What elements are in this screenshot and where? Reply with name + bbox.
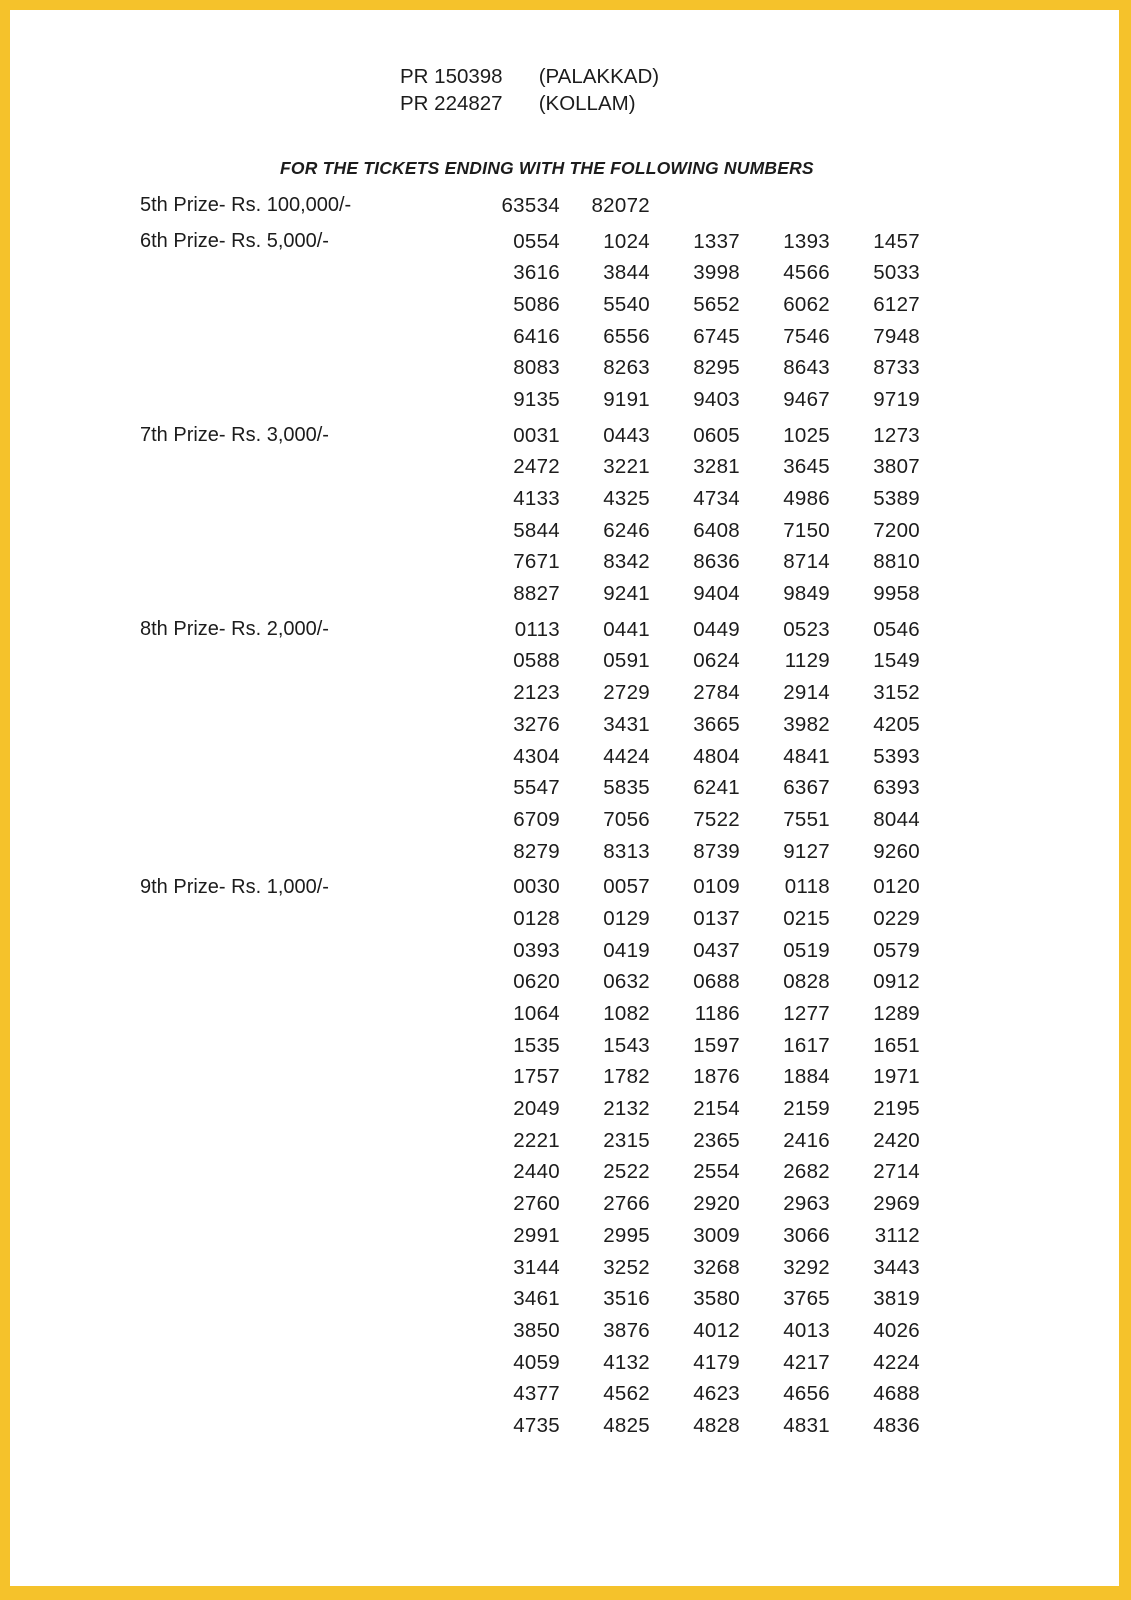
ticket-number: 3443 xyxy=(873,1255,920,1279)
ticket-number: 3819 xyxy=(873,1287,920,1311)
ticket-number: 4986 xyxy=(783,487,830,511)
ticket-number: 4179 xyxy=(693,1350,740,1374)
ticket-number: 2195 xyxy=(873,1097,920,1121)
ticket-number: 8827 xyxy=(513,582,560,606)
prize-row xyxy=(140,677,1119,709)
ticket-number: 2969 xyxy=(873,1192,920,1216)
ticket-number: 3765 xyxy=(783,1287,830,1311)
ticket-number: 0215 xyxy=(783,906,830,930)
ticket-number: 1289 xyxy=(873,1002,920,1026)
ticket-number: 3431 xyxy=(603,712,650,736)
ticket-number: 1024 xyxy=(603,229,650,253)
prize-label: 8th Prize- Rs. 2,000/- xyxy=(140,618,329,641)
ticket-number: 0554 xyxy=(513,229,560,253)
ticket-number: 1876 xyxy=(693,1065,740,1089)
ticket-number: 2522 xyxy=(603,1160,650,1184)
ticket-number: 0632 xyxy=(603,970,650,994)
ticket-number: 3616 xyxy=(513,261,560,285)
ticket-number: 0605 xyxy=(693,423,740,447)
series-district: (PALAKKAD) xyxy=(538,65,660,88)
ticket-number: 82072 xyxy=(591,193,650,217)
ticket-number: 0523 xyxy=(783,617,830,641)
ticket-number: 3516 xyxy=(603,1287,650,1311)
prize-section xyxy=(140,871,1119,1441)
ticket-number: 8279 xyxy=(513,839,560,863)
ticket-number: 4566 xyxy=(783,261,830,285)
ticket-number: 4836 xyxy=(873,1413,920,1437)
prize-row xyxy=(140,967,1119,999)
ticket-number: 0620 xyxy=(513,970,560,994)
ticket-number: 4825 xyxy=(603,1413,650,1437)
prize-section xyxy=(140,190,1119,222)
ticket-number: 4623 xyxy=(693,1382,740,1406)
ticket-number: 4224 xyxy=(873,1350,920,1374)
ticket-number: 9241 xyxy=(603,582,650,606)
ticket-number: 4217 xyxy=(783,1350,830,1374)
ticket-number: 3844 xyxy=(603,261,650,285)
ticket-number: 0912 xyxy=(873,970,920,994)
tickets-ending-title: FOR THE TICKETS ENDING WITH THE FOLLOWING NUMBERS xyxy=(280,158,814,178)
ticket-number: 8733 xyxy=(873,356,920,380)
ticket-number: 4132 xyxy=(603,1350,650,1374)
ticket-number: 5033 xyxy=(873,261,920,285)
ticket-number: 4013 xyxy=(783,1318,830,1342)
ticket-number: 0443 xyxy=(603,423,650,447)
ticket-number: 1549 xyxy=(873,649,920,673)
ticket-number: 6246 xyxy=(603,518,650,542)
ticket-number: 3998 xyxy=(693,261,740,285)
ticket-number: 3645 xyxy=(783,455,830,479)
ticket-number: 1457 xyxy=(873,229,920,253)
ticket-number: 4828 xyxy=(693,1413,740,1437)
ticket-number: 6709 xyxy=(513,807,560,831)
prize-row xyxy=(140,903,1119,935)
series-header xyxy=(400,63,659,117)
ticket-number: 4424 xyxy=(603,744,650,768)
prize-row xyxy=(140,1252,1119,1284)
prize-row xyxy=(140,1315,1119,1347)
ticket-number: 5652 xyxy=(693,292,740,316)
ticket-number: 0441 xyxy=(603,617,650,641)
ticket-number: 3066 xyxy=(783,1223,830,1247)
series-line xyxy=(400,63,659,90)
ticket-number: 2420 xyxy=(873,1128,920,1152)
ticket-number: 6556 xyxy=(603,324,650,348)
ticket-number: 5844 xyxy=(513,518,560,542)
prize-row xyxy=(140,1062,1119,1094)
prize-section xyxy=(140,226,1119,416)
ticket-number: 3461 xyxy=(513,1287,560,1311)
ticket-number: 8342 xyxy=(603,550,650,574)
prize-row xyxy=(140,578,1119,610)
ticket-number: 8083 xyxy=(513,356,560,380)
ticket-number: 8636 xyxy=(693,550,740,574)
prize-label: 7th Prize- Rs. 3,000/- xyxy=(140,424,329,447)
ticket-number: 1129 xyxy=(784,649,830,673)
prize-label: 9th Prize- Rs. 1,000/- xyxy=(140,875,329,898)
ticket-number: 4562 xyxy=(603,1382,650,1406)
ticket-number: 3665 xyxy=(693,712,740,736)
ticket-number: 3876 xyxy=(603,1318,650,1342)
ticket-number: 4841 xyxy=(783,744,830,768)
ticket-number: 4377 xyxy=(513,1382,560,1406)
ticket-number: 3850 xyxy=(513,1318,560,1342)
ticket-number: 3221 xyxy=(603,455,650,479)
ticket-number: 2365 xyxy=(693,1128,740,1152)
ticket-number: 6367 xyxy=(783,776,830,800)
prize-row xyxy=(140,289,1119,321)
ticket-number: 7200 xyxy=(873,518,920,542)
ticket-number: 0393 xyxy=(513,938,560,962)
ticket-number: 5086 xyxy=(513,292,560,316)
ticket-number: 4734 xyxy=(693,487,740,511)
ticket-number: 4656 xyxy=(783,1382,830,1406)
ticket-number: 2159 xyxy=(783,1097,830,1121)
ticket-number: 4059 xyxy=(513,1350,560,1374)
ticket-number: 2472 xyxy=(513,455,560,479)
ticket-number: 1064 xyxy=(513,1002,560,1026)
ticket-number: 8739 xyxy=(693,839,740,863)
ticket-number: 0546 xyxy=(873,617,920,641)
ticket-number: 0828 xyxy=(783,970,830,994)
ticket-number: 8313 xyxy=(603,839,650,863)
prize-row xyxy=(140,1347,1119,1379)
ticket-number: 7546 xyxy=(783,324,830,348)
ticket-number: 9127 xyxy=(783,839,830,863)
prize-row xyxy=(140,998,1119,1030)
prize-row xyxy=(140,1378,1119,1410)
ticket-number: 0137 xyxy=(693,906,740,930)
ticket-number: 3252 xyxy=(603,1255,650,1279)
ticket-number: 4831 xyxy=(783,1413,830,1437)
ticket-number: 4012 xyxy=(693,1318,740,1342)
ticket-number: 2123 xyxy=(513,681,560,705)
prize-row xyxy=(140,1125,1119,1157)
ticket-number: 9719 xyxy=(873,387,920,411)
ticket-number: 0579 xyxy=(873,938,920,962)
ticket-number: 6393 xyxy=(873,776,920,800)
prize-row xyxy=(140,384,1119,416)
ticket-number: 2784 xyxy=(693,681,740,705)
ticket-number: 2416 xyxy=(783,1128,830,1152)
ticket-number: 8263 xyxy=(603,356,650,380)
ticket-number: 2554 xyxy=(693,1160,740,1184)
ticket-number: 8044 xyxy=(873,807,920,831)
prize-row xyxy=(140,614,1119,646)
ticket-number: 2920 xyxy=(693,1192,740,1216)
ticket-number: 3807 xyxy=(873,455,920,479)
ticket-number: 3580 xyxy=(693,1287,740,1311)
prize-row xyxy=(140,1093,1119,1125)
prize-row xyxy=(140,321,1119,353)
ticket-number: 0057 xyxy=(603,875,650,899)
ticket-number: 2729 xyxy=(603,681,650,705)
prize-row xyxy=(140,772,1119,804)
ticket-number: 2991 xyxy=(513,1223,560,1247)
ticket-number: 2440 xyxy=(513,1160,560,1184)
ticket-number: 9467 xyxy=(783,387,830,411)
ticket-number: 4205 xyxy=(873,712,920,736)
ticket-number: 1971 xyxy=(873,1065,920,1089)
ticket-number: 3281 xyxy=(693,455,740,479)
prize-row xyxy=(140,1157,1119,1189)
ticket-number: 4735 xyxy=(513,1413,560,1437)
series-code: PR 224827 xyxy=(400,92,503,115)
ticket-number: 4304 xyxy=(513,744,560,768)
ticket-number: 2714 xyxy=(873,1160,920,1184)
ticket-number: 2132 xyxy=(603,1097,650,1121)
prize-row xyxy=(140,1410,1119,1442)
prize-table xyxy=(10,190,1119,1442)
ticket-number: 1025 xyxy=(783,423,830,447)
ticket-number: 0519 xyxy=(783,938,830,962)
ticket-number: 9260 xyxy=(873,839,920,863)
prize-row xyxy=(140,226,1119,258)
ticket-number: 2995 xyxy=(603,1223,650,1247)
ticket-number: 1757 xyxy=(513,1065,560,1089)
series-line xyxy=(400,90,659,117)
ticket-number: 9191 xyxy=(603,387,650,411)
series-district: (KOLLAM) xyxy=(538,92,636,115)
prize-row xyxy=(140,935,1119,967)
ticket-number: 3144 xyxy=(513,1255,560,1279)
ticket-number: 6416 xyxy=(513,324,560,348)
ticket-number: 1543 xyxy=(603,1033,650,1057)
ticket-number: 6408 xyxy=(693,518,740,542)
ticket-number: 9403 xyxy=(693,387,740,411)
ticket-number: 2914 xyxy=(783,681,830,705)
ticket-number: 0588 xyxy=(513,649,560,673)
prize-row xyxy=(140,1188,1119,1220)
prize-row xyxy=(140,646,1119,678)
ticket-number: 1651 xyxy=(873,1033,920,1057)
ticket-number: 0109 xyxy=(693,875,740,899)
ticket-number: 0229 xyxy=(873,906,920,930)
ticket-number: 2760 xyxy=(513,1192,560,1216)
ticket-number: 1082 xyxy=(603,1002,650,1026)
prize-row xyxy=(140,547,1119,579)
prize-label: 6th Prize- Rs. 5,000/- xyxy=(140,230,329,253)
series-code: PR 150398 xyxy=(400,65,503,88)
ticket-number: 2963 xyxy=(783,1192,830,1216)
ticket-number: 5547 xyxy=(513,776,560,800)
ticket-number: 1186 xyxy=(694,1002,740,1026)
ticket-number: 63534 xyxy=(501,193,560,217)
ticket-number: 4804 xyxy=(693,744,740,768)
ticket-number: 0120 xyxy=(873,875,920,899)
ticket-number: 3009 xyxy=(693,1223,740,1247)
ticket-number: 7150 xyxy=(783,518,830,542)
ticket-number: 1617 xyxy=(783,1033,830,1057)
prize-row xyxy=(140,871,1119,903)
ticket-number: 5389 xyxy=(873,487,920,511)
prize-row xyxy=(140,709,1119,741)
ticket-number: 7522 xyxy=(693,807,740,831)
ticket-number: 5835 xyxy=(603,776,650,800)
prize-row xyxy=(140,190,1119,222)
ticket-number: 8810 xyxy=(873,550,920,574)
ticket-number: 4026 xyxy=(873,1318,920,1342)
ticket-number: 0030 xyxy=(513,875,560,899)
ticket-number: 9958 xyxy=(873,582,920,606)
ticket-number: 0113 xyxy=(514,617,560,641)
prize-row xyxy=(140,352,1119,384)
ticket-number: 4133 xyxy=(513,487,560,511)
ticket-number: 9849 xyxy=(783,582,830,606)
ticket-number: 1277 xyxy=(783,1002,830,1026)
ticket-number: 3276 xyxy=(513,712,560,736)
ticket-number: 0129 xyxy=(603,906,650,930)
ticket-number: 1782 xyxy=(603,1065,650,1089)
prize-section xyxy=(140,614,1119,868)
ticket-number: 2049 xyxy=(513,1097,560,1121)
ticket-number: 0688 xyxy=(693,970,740,994)
ticket-number: 0031 xyxy=(513,423,560,447)
ticket-number: 1535 xyxy=(513,1033,560,1057)
prize-row xyxy=(140,257,1119,289)
ticket-number: 3292 xyxy=(783,1255,830,1279)
ticket-number: 3982 xyxy=(783,712,830,736)
ticket-number: 4325 xyxy=(603,487,650,511)
ticket-number: 2315 xyxy=(603,1128,650,1152)
prize-row xyxy=(140,483,1119,515)
ticket-number: 9404 xyxy=(693,582,740,606)
ticket-number: 3268 xyxy=(693,1255,740,1279)
ticket-number: 4688 xyxy=(873,1382,920,1406)
ticket-number: 7671 xyxy=(513,550,560,574)
ticket-number: 6241 xyxy=(693,776,740,800)
ticket-number: 1337 xyxy=(693,229,740,253)
ticket-number: 0118 xyxy=(784,875,830,899)
ticket-number: 8643 xyxy=(783,356,830,380)
ticket-number: 6127 xyxy=(873,292,920,316)
ticket-number: 1393 xyxy=(783,229,830,253)
ticket-number: 0128 xyxy=(513,906,560,930)
ticket-number: 1273 xyxy=(873,423,920,447)
ticket-number: 0419 xyxy=(603,938,650,962)
ticket-number: 2154 xyxy=(693,1097,740,1121)
prize-row xyxy=(140,1283,1119,1315)
prize-section xyxy=(140,420,1119,610)
ticket-number: 7948 xyxy=(873,324,920,348)
prize-row xyxy=(140,1030,1119,1062)
ticket-number: 6745 xyxy=(693,324,740,348)
ticket-number: 7056 xyxy=(603,807,650,831)
ticket-number: 3112 xyxy=(874,1223,920,1247)
ticket-number: 2766 xyxy=(603,1192,650,1216)
ticket-number: 0449 xyxy=(693,617,740,641)
ticket-number: 0591 xyxy=(603,649,650,673)
ticket-number: 8714 xyxy=(783,550,830,574)
ticket-number: 2221 xyxy=(513,1128,560,1152)
prize-row xyxy=(140,804,1119,836)
prize-row xyxy=(140,452,1119,484)
prize-row xyxy=(140,515,1119,547)
ticket-number: 1884 xyxy=(783,1065,830,1089)
ticket-number: 0624 xyxy=(693,649,740,673)
prize-row xyxy=(140,1220,1119,1252)
ticket-number: 3152 xyxy=(873,681,920,705)
prize-row xyxy=(140,836,1119,868)
prize-row xyxy=(140,420,1119,452)
prize-label: 5th Prize- Rs. 100,000/- xyxy=(140,194,352,217)
ticket-number: 1597 xyxy=(693,1033,740,1057)
ticket-number: 5540 xyxy=(603,292,650,316)
ticket-number: 0437 xyxy=(693,938,740,962)
ticket-number: 8295 xyxy=(693,356,740,380)
ticket-number: 9135 xyxy=(513,387,560,411)
ticket-number: 5393 xyxy=(873,744,920,768)
ticket-number: 2682 xyxy=(783,1160,830,1184)
prize-row xyxy=(140,741,1119,773)
ticket-number: 6062 xyxy=(783,292,830,316)
ticket-number: 7551 xyxy=(783,807,830,831)
